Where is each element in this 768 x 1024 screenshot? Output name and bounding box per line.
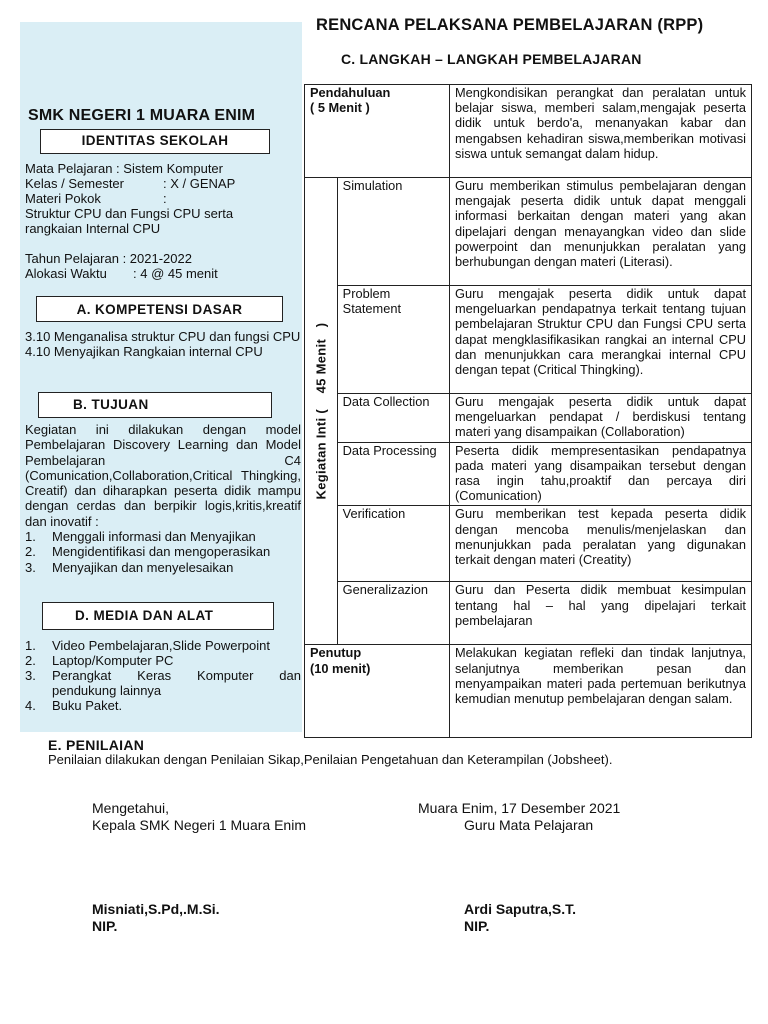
kegiatan-inti-label: Kegiatan Inti ( 45 Menit ) xyxy=(313,322,329,500)
table-row xyxy=(305,394,752,443)
step-desc: Guru mengajak peserta didik untuk dapat mengeluarkan pendapatnya terkait tentang tujuan pembelajaran Struktur CPU dan Fungsi CPU serta dapat mengklasifikasikan rangkai an internal CPU dan menunjukkan cara merangkai internal CPU dengan tepat (Critical Thingking). xyxy=(450,286,752,394)
table-row xyxy=(305,582,752,645)
kompetensi-block xyxy=(25,329,301,359)
tahun-row xyxy=(25,251,301,266)
step-name: Problem Statement xyxy=(337,286,449,394)
kompetensi-item-1: 3.10 Menganalisa struktur CPU dan fungsi CPU xyxy=(25,329,301,344)
step-name: Verification xyxy=(337,506,449,582)
table-row xyxy=(305,85,752,178)
materi-sep: : xyxy=(163,191,167,206)
mapel-value: Sistem Komputer xyxy=(123,161,223,176)
materi-row xyxy=(25,191,301,206)
table-row xyxy=(305,178,752,286)
tujuan-list xyxy=(25,529,301,575)
tahun-label: Tahun Pelajaran : xyxy=(25,251,130,266)
list-item: 2. Mengidentifikasi dan mengoperasikan xyxy=(25,544,271,560)
penilaian-title: E. PENILAIAN xyxy=(48,737,145,753)
step-desc: Guru memberikan test kepada peserta didik dengan mencoba menulis/menjelaskan dan menunjukkan pada peralatan yang digunakan terkait dengan materi (Creatity) xyxy=(450,506,752,582)
signature-right xyxy=(418,800,620,833)
signature-left xyxy=(92,800,306,833)
right-line1: Muara Enim, 17 Desember 2021 xyxy=(418,800,621,816)
list-item: 3. Perangkat Keras Komputer dan pendukung lainnya xyxy=(25,668,301,698)
media-block xyxy=(25,638,301,713)
tahun-value: 2021-2022 xyxy=(129,251,192,266)
table-row xyxy=(305,506,752,582)
table-row xyxy=(305,286,752,394)
left-line1: Mengetahui, xyxy=(92,800,170,816)
table-row xyxy=(305,442,752,506)
step-desc: Guru dan Peserta didik membuat kesimpulan tentang hal – hal yang dipelajari terkait pembelajaran xyxy=(450,582,752,645)
alokasi-row xyxy=(25,266,301,281)
table-row xyxy=(305,645,752,738)
step-name: Data Processing xyxy=(337,442,449,506)
left-line2: Kepala SMK Negeri 1 Muara Enim xyxy=(92,816,306,833)
list-item: 3. Menyajikan dan menyelesaikan xyxy=(25,559,234,575)
signature-right-name xyxy=(464,901,576,934)
step-desc: Guru mengajak peserta didik untuk dapat mengeluarkan pendapat / berdiskusi tentang materi yang disampaikan (Collaboration) xyxy=(450,394,752,443)
media-list xyxy=(25,638,301,713)
section-c-title: C. LANGKAH – LANGKAH PEMBELAJARAN xyxy=(341,51,642,67)
tujuan-text: Kegiatan ini dilakukan dengan model Pembelajaran Discovery Learning dan Model Pembelajaran C4 (Comunication,Collaboration,Critical Thingking, Creatif) dan diharapkan peserta didik mampu dengan cerdas dan berpikir logis,kritis,kreatif dan inovatif : xyxy=(25,422,301,529)
left-name: Misniati,S.Pd,.M.Si. xyxy=(92,901,220,917)
right-name: Ardi Saputra,S.T. xyxy=(464,901,577,917)
tujuan-block xyxy=(25,422,301,575)
mapel-row xyxy=(25,161,301,176)
step-name: Data Collection xyxy=(337,394,449,443)
step-desc: Peserta didik mempresentasikan pendapatnya pada materi yang disampaikan tersebut dengan rasa ingin tahu,proaktif dan percaya diri (Comunication) xyxy=(450,442,752,506)
kompetensi-item-2: 4.10 Menyajikan Rangkaian internal CPU xyxy=(25,344,263,359)
step-name: Simulation xyxy=(337,178,449,286)
penutup-desc: Melakukan kegiatan refleki dan tindak lanjutnya, selanjutnya memberikan pesan dan menyampaikan materi pada pertemuan berikutnya kemudian menutup pembelajaran dengan salam. xyxy=(450,645,752,738)
tujuan-title: B. TUJUAN xyxy=(38,392,272,418)
kelas-value: : X / GENAP xyxy=(163,176,236,191)
signature-left-name xyxy=(92,901,220,934)
left-nip: NIP. xyxy=(92,917,118,934)
list-item: 1. Menggali informasi dan Menyajikan xyxy=(25,529,256,545)
media-title: D. MEDIA DAN ALAT xyxy=(42,602,274,630)
materi-value: Struktur CPU dan Fungsi CPU serta rangkaian Internal CPU xyxy=(25,206,234,236)
right-nip: NIP. xyxy=(464,917,490,934)
page-title: RENCANA PELAKSANA PEMBELAJARAN (RPP) xyxy=(316,16,704,34)
kompetensi-title: A. KOMPETENSI DASAR xyxy=(36,296,283,322)
materi-label: Materi Pokok xyxy=(25,191,101,206)
alokasi-label: Alokasi Waktu xyxy=(25,266,107,281)
list-item: 1. Video Pembelajaran,Slide Powerpoint xyxy=(25,638,271,653)
identitas-title: IDENTITAS SEKOLAH xyxy=(40,129,270,154)
step-desc: Guru memberikan stimulus pembelajaran dengan mengajak peserta didik untuk dapat menggali informasi berkaitan dengan materi yang akan dipelajari dengan menayangkan video dan slide powerpoint dan menunjukkan peralatan yang berhubungan dengan materi (Literasi). xyxy=(450,178,752,286)
kegiatan-inti-cell xyxy=(305,178,338,645)
penutup-cell: Penutup (10 menit) xyxy=(305,645,450,738)
pendahuluan-desc: Mengkondisikan perangkat dan peralatan untuk belajar siswa, memberi salam,mengajak peserta didik untuk berdo'a, menanyakan kabar dan mengabsen kehadiran siswa,memberikan motivasi siswa untuk semangat dalam hidup. xyxy=(450,85,752,178)
list-item: 2. Laptop/Komputer PC xyxy=(25,653,174,668)
steps-table xyxy=(304,84,752,738)
kelas-label: Kelas / Semester xyxy=(25,176,124,191)
mapel-label: Mata Pelajaran : xyxy=(25,161,124,176)
alokasi-value: : 4 @ 45 menit xyxy=(133,266,218,281)
step-name: Generalizazion xyxy=(337,582,449,645)
kelas-row xyxy=(25,176,301,191)
penilaian-text: Penilaian dilakukan dengan Penilaian Sikap,Penilaian Pengetahuan dan Keterampilan (Jobsheet). xyxy=(48,752,613,767)
right-line2: Guru Mata Pelajaran xyxy=(464,816,594,833)
list-item: 4. Buku Paket. xyxy=(25,698,123,713)
school-name: SMK NEGERI 1 MUARA ENIM xyxy=(28,107,256,124)
identitas-block xyxy=(25,161,301,281)
pendahuluan-cell: Pendahuluan ( 5 Menit ) xyxy=(305,85,450,178)
